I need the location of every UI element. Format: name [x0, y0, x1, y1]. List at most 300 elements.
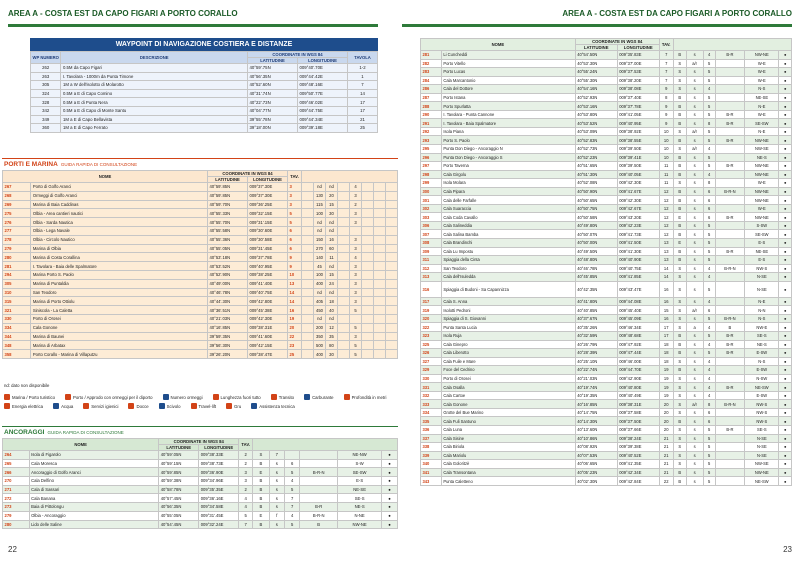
- row-value: ●: [779, 162, 792, 171]
- row-tav: 10: [659, 153, 673, 162]
- table-row: [3, 209, 398, 218]
- wp-lat: 40°56'.35N: [248, 72, 298, 81]
- row-name: Cala Fuli Santuno: [441, 417, 575, 426]
- row-name: Cala Marcantonio: [441, 76, 575, 85]
- row-value: ●: [779, 349, 792, 358]
- row-value: s: [686, 76, 703, 85]
- row-lat: 40°55'.24N: [575, 68, 617, 77]
- row-value: s: [686, 281, 703, 297]
- table-row: [421, 59, 792, 68]
- row-lat: 40°37'.67N: [575, 314, 617, 323]
- row-value: B: [673, 468, 686, 477]
- table-row: [421, 273, 792, 282]
- row-value: s: [686, 247, 703, 256]
- row-value: [362, 235, 374, 244]
- legend-label: Transito: [278, 394, 295, 400]
- row-tav: 14: [659, 264, 673, 273]
- row-number: 278: [3, 235, 31, 244]
- legend-label: Scivolo: [166, 403, 181, 409]
- row-value: [715, 76, 745, 85]
- row-value: [362, 332, 374, 341]
- row-value: a/r: [686, 400, 703, 409]
- table-row: [31, 106, 378, 115]
- row-lat: 40°51'.30N: [575, 170, 617, 179]
- table-row: [421, 136, 792, 145]
- row-lon: 009°35'.35E: [199, 485, 239, 494]
- row-value: [338, 341, 350, 350]
- row-value: 405: [314, 297, 326, 306]
- row-value: [302, 209, 314, 218]
- row-lon: 009°40'.90E: [617, 256, 659, 265]
- row-lat: 40°35'.26N: [575, 323, 617, 332]
- row-value: B-R: [715, 51, 745, 60]
- row-value: NW-NE: [745, 162, 779, 171]
- table-row: [421, 221, 792, 230]
- table-row: [31, 115, 378, 124]
- row-value: N-NE: [338, 511, 382, 520]
- table-row: [3, 244, 398, 253]
- row-value: E-S: [745, 256, 779, 265]
- row-value: nd: [314, 218, 326, 227]
- row-value: [362, 341, 374, 350]
- row-lat: 40°13'.60N: [575, 425, 617, 434]
- row-tav: 21: [659, 451, 673, 460]
- row-value: 35: [326, 332, 338, 341]
- row-value: [386, 270, 398, 279]
- row-lat: 40°55'.33N: [208, 209, 248, 218]
- porti-title: PORTI E MARINA: [4, 161, 58, 168]
- row-lat: 40°36'.51N: [208, 306, 248, 315]
- row-value: [715, 408, 745, 417]
- waypoint-title: WAYPOINT DI NAVIGAZIONE COSTIERA E DISTANZE: [30, 38, 378, 51]
- row-value: s: [269, 477, 284, 486]
- table-row: [421, 408, 792, 417]
- row-value: 2: [350, 200, 362, 209]
- row-lon: 009°34'.58E: [199, 503, 239, 512]
- row-name: Porto Corallo - Marina di Villaputzu: [31, 350, 208, 359]
- row-number: 335: [421, 417, 442, 426]
- row-value: 4: [703, 366, 715, 375]
- table-row: [421, 68, 792, 77]
- table-row: [421, 306, 792, 315]
- col-tav: TAV.: [239, 439, 253, 451]
- row-value: SE-S: [745, 331, 779, 340]
- row-lat: 40°57'.45N: [159, 494, 199, 503]
- col-wp: WP NUMERO: [31, 52, 61, 64]
- row-value: [362, 279, 374, 288]
- row-value: s: [686, 230, 703, 239]
- row-value: a/r: [686, 127, 703, 136]
- row-number: 265: [3, 459, 30, 468]
- row-name: Marina di Puntaldia: [31, 279, 208, 288]
- legend-icon: [65, 394, 71, 400]
- row-value: 30: [326, 350, 338, 359]
- row-tav: 18: [659, 340, 673, 349]
- legend-label: Acqua: [61, 403, 74, 409]
- row-lat: 40°08'.92N: [575, 443, 617, 452]
- row-name: Punta Santa Lucia: [441, 323, 575, 332]
- table-row: [421, 153, 792, 162]
- row-value: [338, 306, 350, 315]
- table-row: [421, 85, 792, 94]
- row-value: 130: [314, 191, 326, 200]
- row-value: 3: [350, 279, 362, 288]
- row-value: [302, 191, 314, 200]
- row-tav: 9: [659, 110, 673, 119]
- row-value: [386, 350, 398, 359]
- legend-item: [251, 403, 295, 409]
- row-number: 316: [421, 281, 442, 297]
- row-lat: 40°52'.23N: [575, 153, 617, 162]
- row-value: 15: [326, 200, 338, 209]
- row-value: NW-NE: [745, 136, 779, 145]
- row-name: Cala Pipara: [441, 187, 575, 196]
- row-value: SE-SW: [745, 119, 779, 128]
- row-value: NE-S: [745, 340, 779, 349]
- row-lon: 009°37'.40E: [617, 93, 659, 102]
- row-value: ●: [779, 264, 792, 273]
- col-icons: [302, 171, 398, 183]
- row-value: [374, 262, 386, 271]
- row-lat: 40°59'.15N: [159, 459, 199, 468]
- row-value: ●: [779, 239, 792, 248]
- row-value: [374, 270, 386, 279]
- legend-icon: [344, 394, 350, 400]
- row-value: 5: [703, 127, 715, 136]
- row-value: ●: [779, 306, 792, 315]
- row-value: NW-NE: [745, 196, 779, 205]
- table-row: [3, 253, 398, 262]
- wp-number: 262: [31, 64, 61, 73]
- row-tav: 3: [288, 200, 302, 209]
- row-lat: 40°41'.80N: [575, 297, 617, 306]
- row-lon: 009°42'.34E: [617, 468, 659, 477]
- row-value: B: [673, 256, 686, 265]
- row-lon: 009°38'.24E: [617, 434, 659, 443]
- row-tav: 7: [659, 51, 673, 60]
- legend-label: Porto / Approdo con ormeggi per il diporto: [72, 394, 153, 400]
- row-name: Marina di Baunei: [31, 332, 208, 341]
- row-value: 40: [326, 306, 338, 315]
- row-lat: 40°59'.38N: [159, 477, 199, 486]
- row-number: 313: [421, 273, 442, 282]
- row-name: Punta Don Diego - Ancoraggio N: [441, 145, 575, 154]
- row-value: [374, 218, 386, 227]
- row-value: S: [673, 425, 686, 434]
- row-tav: 16: [288, 306, 302, 315]
- row-value: B-R: [715, 349, 745, 358]
- row-value: S: [673, 383, 686, 392]
- row-value: B: [673, 162, 686, 171]
- row-value: ●: [779, 434, 792, 443]
- row-tav: 2: [239, 451, 253, 460]
- row-tav: 12: [659, 221, 673, 230]
- row-value: [374, 288, 386, 297]
- row-value: [300, 459, 338, 468]
- row-value: s: [686, 340, 703, 349]
- row-value: [302, 226, 314, 235]
- table-row: [421, 239, 792, 248]
- row-value: SE-S: [745, 425, 779, 434]
- row-value: 4: [703, 145, 715, 154]
- row-tav: 7: [239, 520, 253, 529]
- table-row: [3, 459, 398, 468]
- row-lat: 40°26'.79N: [575, 340, 617, 349]
- row-value: S: [673, 434, 686, 443]
- col-lat: LATITUDINE: [208, 177, 248, 183]
- row-lon: 009°42'.30E: [617, 196, 659, 205]
- wp-description: 1M a W dell'isolotto di Molarotto: [61, 81, 248, 90]
- row-value: S-W: [338, 459, 382, 468]
- legend-icon: [191, 403, 197, 409]
- row-value: N-SW: [745, 374, 779, 383]
- row-value: [386, 253, 398, 262]
- row-name: Cala di Sassari: [29, 485, 159, 494]
- row-lat: 40°54'.45N: [159, 520, 199, 529]
- row-value: ●: [382, 459, 398, 468]
- row-value: [338, 350, 350, 359]
- waypoint-table: [30, 38, 378, 133]
- row-value: s: [686, 85, 703, 94]
- wp-lon: 009°44'.42E: [298, 72, 348, 81]
- row-lon: 009°37'.30E: [248, 183, 288, 192]
- row-value: B: [673, 230, 686, 239]
- row-value: s: [686, 162, 703, 171]
- row-lon: 009°47'.92E: [617, 340, 659, 349]
- col-icons: [253, 439, 398, 451]
- row-value: B: [673, 119, 686, 128]
- row-value: ●: [382, 511, 398, 520]
- row-value: N-SE: [745, 281, 779, 297]
- row-tav: 13: [659, 247, 673, 256]
- row-lat: 40°21'.03N: [575, 374, 617, 383]
- row-lat: 40°52'.93N: [575, 93, 617, 102]
- row-value: s: [686, 417, 703, 426]
- row-value: B-R: [715, 136, 745, 145]
- row-value: NW-E: [745, 323, 779, 332]
- table-row: [421, 451, 792, 460]
- row-value: nd: [314, 226, 326, 235]
- row-name: Ormeggi di Golfo Aranci: [31, 191, 208, 200]
- row-number: 298: [421, 170, 442, 179]
- row-value: S: [673, 357, 686, 366]
- table-row: [421, 331, 792, 340]
- row-value: 4: [703, 297, 715, 306]
- row-value: [715, 366, 745, 375]
- row-tav: 12: [659, 230, 673, 239]
- col-coord: COORDINATE IN WGS 84: [159, 439, 239, 445]
- table-row: [421, 102, 792, 111]
- row-number: 312: [421, 264, 442, 273]
- row-name: San Teodoro: [31, 288, 208, 297]
- row-value: s: [686, 196, 703, 205]
- row-value: B-R-N: [300, 468, 338, 477]
- row-lon: 009°37'.53E: [617, 68, 659, 77]
- table-row: [31, 64, 378, 73]
- row-value: s: [686, 187, 703, 196]
- wp-lon: 009°44'.75E: [298, 106, 348, 115]
- table-row: [3, 183, 398, 192]
- row-lat: 40°16'.85N: [208, 323, 248, 332]
- row-value: [715, 221, 745, 230]
- row-lon: 009°40'.80E: [617, 383, 659, 392]
- row-lon: 009°47'.44E: [617, 349, 659, 358]
- row-name: Cala Gonone: [441, 400, 575, 409]
- row-tav: 20: [288, 323, 302, 332]
- table-row: [421, 76, 792, 85]
- row-lat: 40°50'.75N: [575, 204, 617, 213]
- legend-icon: [4, 394, 10, 400]
- row-lat: 40°50'.65N: [575, 196, 617, 205]
- row-value: 3: [350, 209, 362, 218]
- row-lon: 009°37'.66E: [617, 425, 659, 434]
- row-value: ●: [779, 230, 792, 239]
- row-value: ●: [779, 374, 792, 383]
- row-value: S: [673, 460, 686, 469]
- row-value: 4: [703, 51, 715, 60]
- row-value: s: [686, 204, 703, 213]
- table-row: [421, 323, 792, 332]
- row-value: 5: [703, 477, 715, 486]
- row-name: Isola Molara: [441, 179, 575, 188]
- row-value: [715, 374, 745, 383]
- row-value: [715, 68, 745, 77]
- row-name: Spiaggia della Cinta: [441, 256, 575, 265]
- wp-number: 342: [31, 106, 61, 115]
- wp-lat: 40°31'.74N: [248, 89, 298, 98]
- row-value: 4: [703, 264, 715, 273]
- row-lon: 009°35'.83E: [617, 51, 659, 60]
- row-value: B: [673, 153, 686, 162]
- row-tav: 19: [659, 383, 673, 392]
- row-lon: 009°38'.08E: [617, 85, 659, 94]
- row-name: Cala Girgolu: [441, 170, 575, 179]
- row-value: [338, 191, 350, 200]
- row-tav: 5: [288, 218, 302, 227]
- row-value: [715, 127, 745, 136]
- row-value: ●: [779, 451, 792, 460]
- row-value: 11: [326, 253, 338, 262]
- row-name: Cala Lu Impostu: [441, 247, 575, 256]
- row-tav: 3: [288, 191, 302, 200]
- row-value: S: [673, 306, 686, 315]
- row-number: 281: [421, 51, 442, 60]
- row-value: s: [686, 256, 703, 265]
- row-tav: 2: [239, 459, 253, 468]
- row-number: 326: [421, 349, 442, 358]
- row-lon: 009°42'.80E: [248, 297, 288, 306]
- table-row: [421, 297, 792, 306]
- row-value: [374, 350, 386, 359]
- row-value: 6: [703, 306, 715, 315]
- legend-item: [226, 403, 241, 409]
- row-lat: 40°16'.85N: [575, 400, 617, 409]
- row-value: 5: [703, 331, 715, 340]
- row-value: B: [253, 494, 269, 503]
- wp-description: 0.5M da Capo Figari: [61, 64, 248, 73]
- col-lon: LONGITUDINE: [617, 45, 659, 51]
- table-row: [3, 297, 398, 306]
- legend-item: [159, 403, 181, 409]
- row-value: 4: [703, 85, 715, 94]
- row-value: [362, 306, 374, 315]
- row-lon: 009°41'.67E: [617, 187, 659, 196]
- row-lon: 009°31'.15E: [248, 218, 288, 227]
- row-value: ●: [779, 170, 792, 179]
- row-lon: 009°45'.38E: [248, 306, 288, 315]
- row-name: Punta Caletteno: [441, 477, 575, 486]
- row-value: 80: [326, 341, 338, 350]
- row-value: NE-SW: [745, 477, 779, 486]
- row-value: N-E: [745, 127, 779, 136]
- row-tav: 14: [659, 273, 673, 282]
- row-value: s: [686, 68, 703, 77]
- row-value: S: [673, 281, 686, 297]
- row-number: 329: [421, 366, 442, 375]
- row-value: s: [686, 477, 703, 486]
- row-value: [386, 306, 398, 315]
- row-lat: 40°55'.05N: [208, 244, 248, 253]
- row-tav: 12: [659, 187, 673, 196]
- row-value: [374, 341, 386, 350]
- row-tav: 17: [659, 323, 673, 332]
- row-tav: 18: [659, 357, 673, 366]
- legend-item: [344, 394, 387, 400]
- row-lon: 009°38'.31E: [248, 323, 288, 332]
- row-value: [715, 281, 745, 297]
- row-value: [715, 297, 745, 306]
- row-name: Cala Banana: [29, 494, 159, 503]
- row-value: ●: [779, 145, 792, 154]
- legend-label: Travel-lift: [198, 403, 217, 409]
- legend-icon: [226, 403, 232, 409]
- col-tav: TAVOLA: [348, 52, 378, 64]
- row-value: [362, 253, 374, 262]
- legend-icon: [213, 394, 219, 400]
- table-row: [421, 51, 792, 60]
- row-tav: 19: [659, 366, 673, 375]
- row-tav: 7: [659, 76, 673, 85]
- row-value: 5: [703, 76, 715, 85]
- wp-lon: 009°46'.02E: [298, 98, 348, 107]
- row-name: Marina di Costa Corallina: [31, 253, 208, 262]
- row-lat: 40°52'.08N: [575, 179, 617, 188]
- row-value: 4: [350, 253, 362, 262]
- row-lon: 009°39'.50E: [617, 162, 659, 171]
- row-name: Porto Vitello: [441, 59, 575, 68]
- row-name: Cala Cartoe: [441, 391, 575, 400]
- row-value: S: [673, 451, 686, 460]
- row-value: ●: [779, 391, 792, 400]
- row-number: 308: [421, 239, 442, 248]
- row-value: a/r: [686, 306, 703, 315]
- row-name: Isolotti Pedroni: [441, 306, 575, 315]
- row-value: B-R: [715, 331, 745, 340]
- wp-lon: 009°50'.77E: [298, 89, 348, 98]
- row-value: 3: [350, 288, 362, 297]
- table-row: [3, 485, 398, 494]
- row-name: Isola Piana: [441, 127, 575, 136]
- row-lon: 009°31'.45E: [199, 511, 239, 520]
- row-value: [386, 226, 398, 235]
- row-lat: 40°52'.90N: [208, 270, 248, 279]
- row-name: Siniscola - La Caletta: [31, 306, 208, 315]
- row-value: B: [673, 340, 686, 349]
- row-name: Cala del Dottore: [441, 85, 575, 94]
- right-page: [400, 0, 800, 566]
- row-value: [284, 451, 299, 460]
- legend-label: Numero ormeggi: [170, 394, 203, 400]
